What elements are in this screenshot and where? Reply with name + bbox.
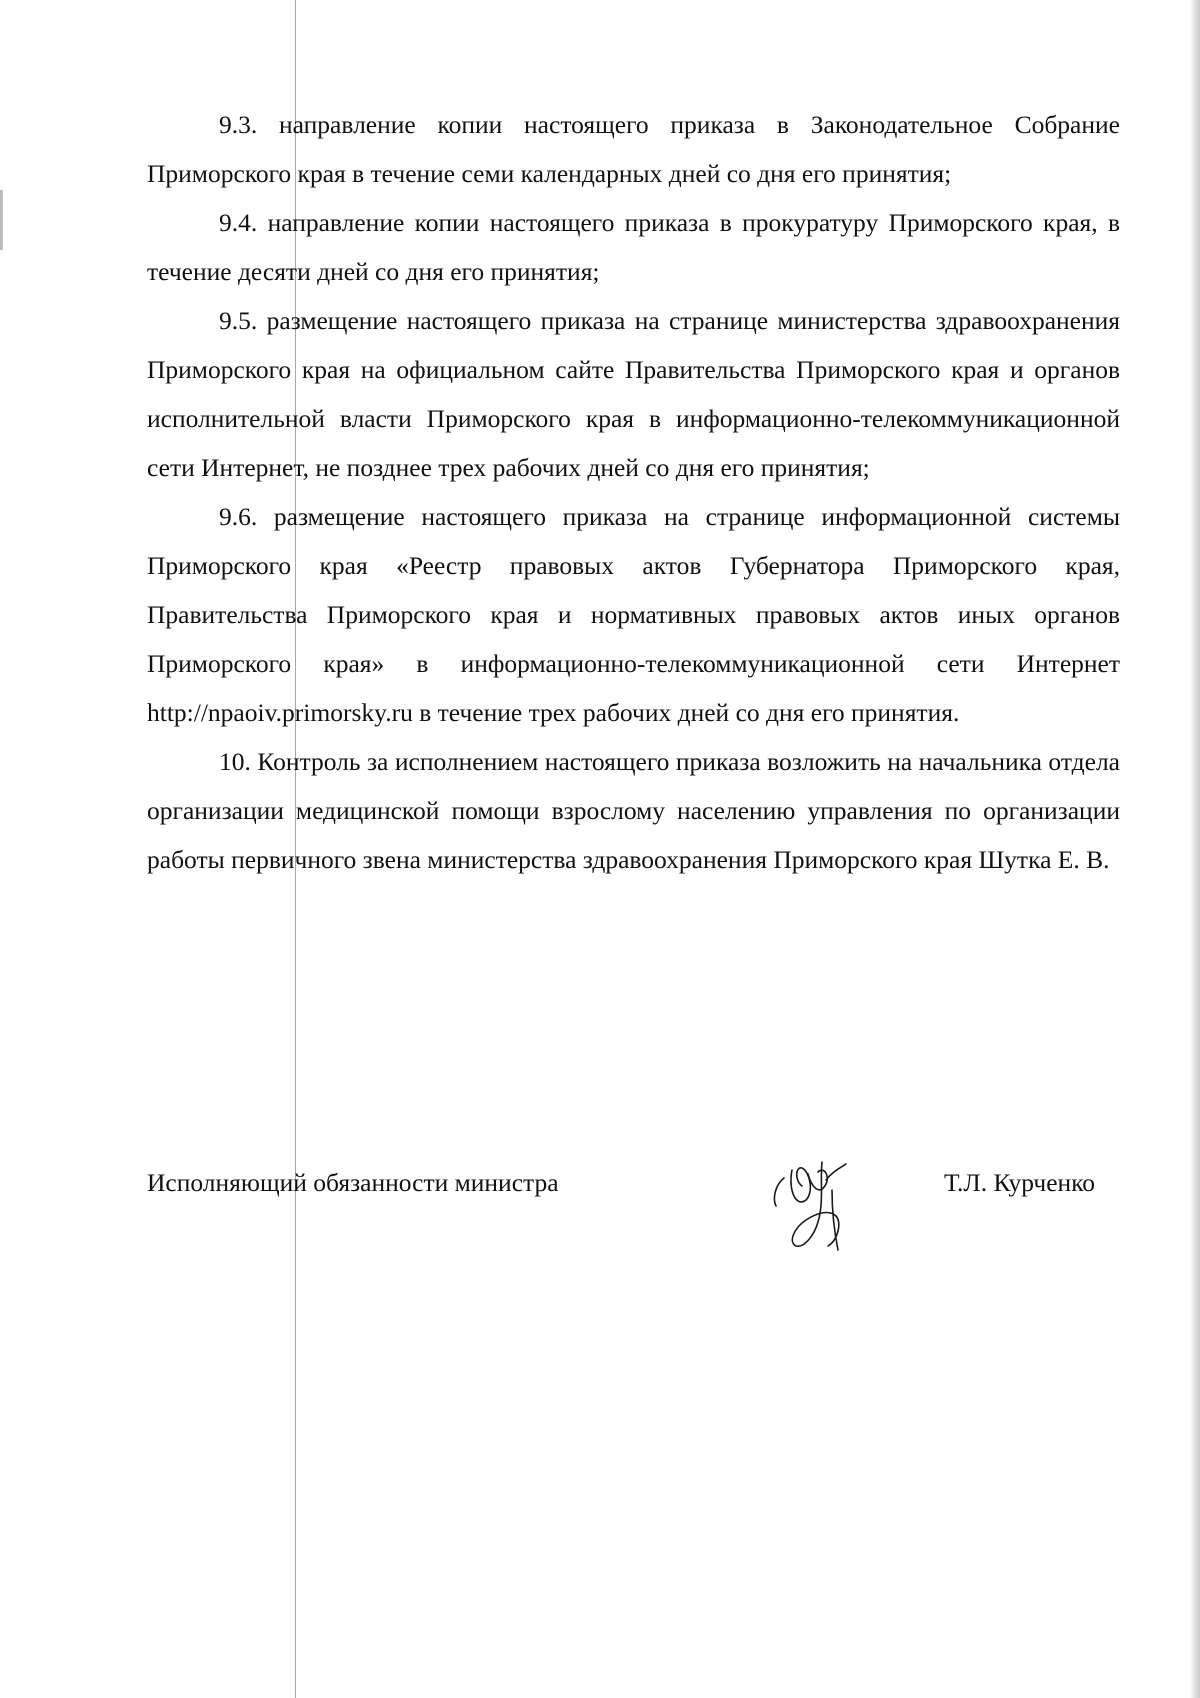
signatory-position: Исполняющий обязанности министра xyxy=(147,1168,559,1197)
scan-artifact-left xyxy=(0,190,3,250)
handwritten-signature-icon xyxy=(762,1150,872,1260)
paragraph-10: 10. Контроль за исполнением настоящего приказа возложить на начальника отдела организации медицинской помощи взрослому населению управления по организации работы первичного звена министерства здравоохранения Приморского края Шутка Е. В. xyxy=(147,747,1120,874)
paragraph-9-6: 9.6. размещение настоящего приказа на странице информационной системы Приморского края «Реестр правовых актов Губернатора Приморского края, Правительства Приморского края и нормативных правовых актов иных органов Приморского края» в информационно-телекоммуникационной сети Интернет http://npaoiv.primorsky.ru в течение трех рабочих дней со дня его принятия. xyxy=(147,502,1120,727)
signatory-name: Т.Л. Курченко xyxy=(944,1168,1096,1197)
scan-artifact-right-edge xyxy=(1190,0,1200,1698)
signature-block xyxy=(147,1150,1107,1270)
document-body xyxy=(147,100,1120,884)
paragraph-9-5: 9.5. размещение настоящего приказа на странице министерства здравоохранения Приморского края на официальном сайте Правительства Приморского края и органов исполнительной власти Приморского края в информационно-телекоммуникационной сети Интернет, не позднее трех рабочих дней со дня его принятия; xyxy=(147,306,1120,482)
paragraph-9-3: 9.3. направление копии настоящего приказа в Законодательное Собрание Приморского края в течение семи календарных дней со дня его принятия; xyxy=(147,110,1120,188)
paragraph-9-4: 9.4. направление копии настоящего приказа в прокуратуру Приморского края, в течение десяти дней со дня его принятия; xyxy=(147,208,1120,286)
